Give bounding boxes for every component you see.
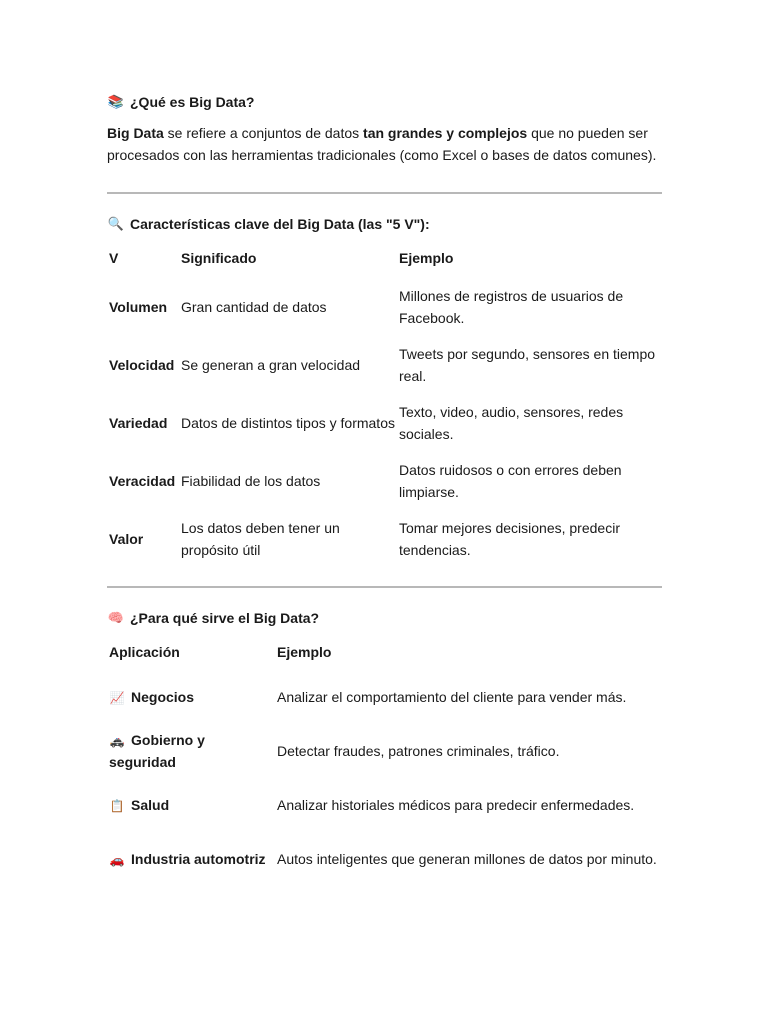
- table-row: [107, 452, 662, 510]
- police-car-icon: 🚓: [109, 734, 125, 748]
- application-example: Detectar fraudes, patrones criminales, tráfico.: [277, 743, 560, 759]
- section-uses-heading: [107, 608, 662, 628]
- books-icon: 📚: [107, 94, 125, 109]
- table-row: [107, 780, 662, 830]
- table-row: [107, 672, 662, 722]
- v-example: Texto, video, audio, sensores, redes sociales.: [399, 404, 624, 442]
- chart-increasing-icon: 📈: [109, 691, 125, 705]
- table-row: [107, 722, 662, 780]
- application-name: Negocios: [131, 689, 195, 705]
- section-title: ¿Qué es Big Data?: [130, 94, 255, 110]
- v-term: Velocidad: [109, 357, 175, 373]
- v-term: Valor: [109, 531, 144, 547]
- section-5v-heading: [107, 214, 662, 234]
- applications-table: [107, 638, 662, 888]
- table-row: [107, 510, 662, 568]
- table-header-row: [107, 244, 662, 278]
- application-example: Analizar el comportamiento del cliente para vender más.: [277, 689, 627, 705]
- v-example: Datos ruidosos o con errores deben limpiarse.: [399, 462, 622, 500]
- intro-term: Big Data: [107, 125, 164, 141]
- document-page: [107, 92, 662, 888]
- v-meaning: Datos de distintos tipos y formatos: [181, 415, 395, 431]
- car-icon: 🚗: [109, 853, 125, 867]
- five-v-table: [107, 244, 662, 568]
- section-title: ¿Para qué sirve el Big Data?: [130, 610, 320, 626]
- table-row: [107, 830, 662, 888]
- column-header: Ejemplo: [277, 644, 332, 660]
- v-example: Millones de registros de usuarios de Facebook.: [399, 288, 624, 326]
- application-example: Analizar historiales médicos para predecir enfermedades.: [277, 797, 635, 813]
- table-header-row: [107, 638, 662, 672]
- brain-icon: 🧠: [107, 610, 125, 625]
- application-example: Autos inteligentes que generan millones de datos por minuto.: [277, 851, 657, 867]
- column-header: Aplicación: [109, 644, 180, 660]
- application-name: Gobierno y seguridad: [109, 732, 205, 770]
- v-example: Tomar mejores decisiones, predecir tendencias.: [399, 520, 620, 558]
- intro-text: que no pueden ser procesados con las herramientas tradicionales (como Excel o bases de datos comunes).: [107, 125, 657, 163]
- v-term: Variedad: [109, 415, 168, 431]
- divider: [107, 192, 662, 194]
- application-cell: [107, 722, 275, 780]
- table-row: [107, 394, 662, 452]
- v-meaning: Gran cantidad de datos: [181, 299, 327, 315]
- table-row: [107, 278, 662, 336]
- v-meaning: Se generan a gran velocidad: [181, 357, 361, 373]
- application-cell: [107, 672, 275, 722]
- v-term: Volumen: [109, 299, 168, 315]
- table-row: [107, 336, 662, 394]
- intro-text: se refiere a conjuntos de datos: [163, 125, 364, 141]
- intro-emphasis: tan grandes y complejos: [363, 125, 528, 141]
- section-what-is-big-data-heading: [107, 92, 662, 112]
- divider: [107, 586, 662, 588]
- v-term: Veracidad: [109, 473, 176, 489]
- column-header: Significado: [181, 250, 257, 266]
- application-name: Industria automotriz: [131, 851, 266, 867]
- column-header: Ejemplo: [399, 250, 454, 266]
- intro-paragraph: [107, 122, 662, 166]
- application-name: Salud: [131, 797, 170, 813]
- application-cell: [107, 780, 275, 830]
- clipboard-icon: 📋: [109, 799, 125, 813]
- v-meaning: Los datos deben tener un propósito útil: [181, 520, 340, 558]
- magnifier-icon: 🔍: [107, 216, 125, 231]
- application-cell: [107, 830, 275, 888]
- v-meaning: Fiabilidad de los datos: [181, 473, 321, 489]
- section-title: Características clave del Big Data (las "5 V"):: [130, 216, 430, 232]
- v-example: Tweets por segundo, sensores en tiempo real.: [399, 346, 656, 384]
- column-header: V: [109, 250, 119, 266]
